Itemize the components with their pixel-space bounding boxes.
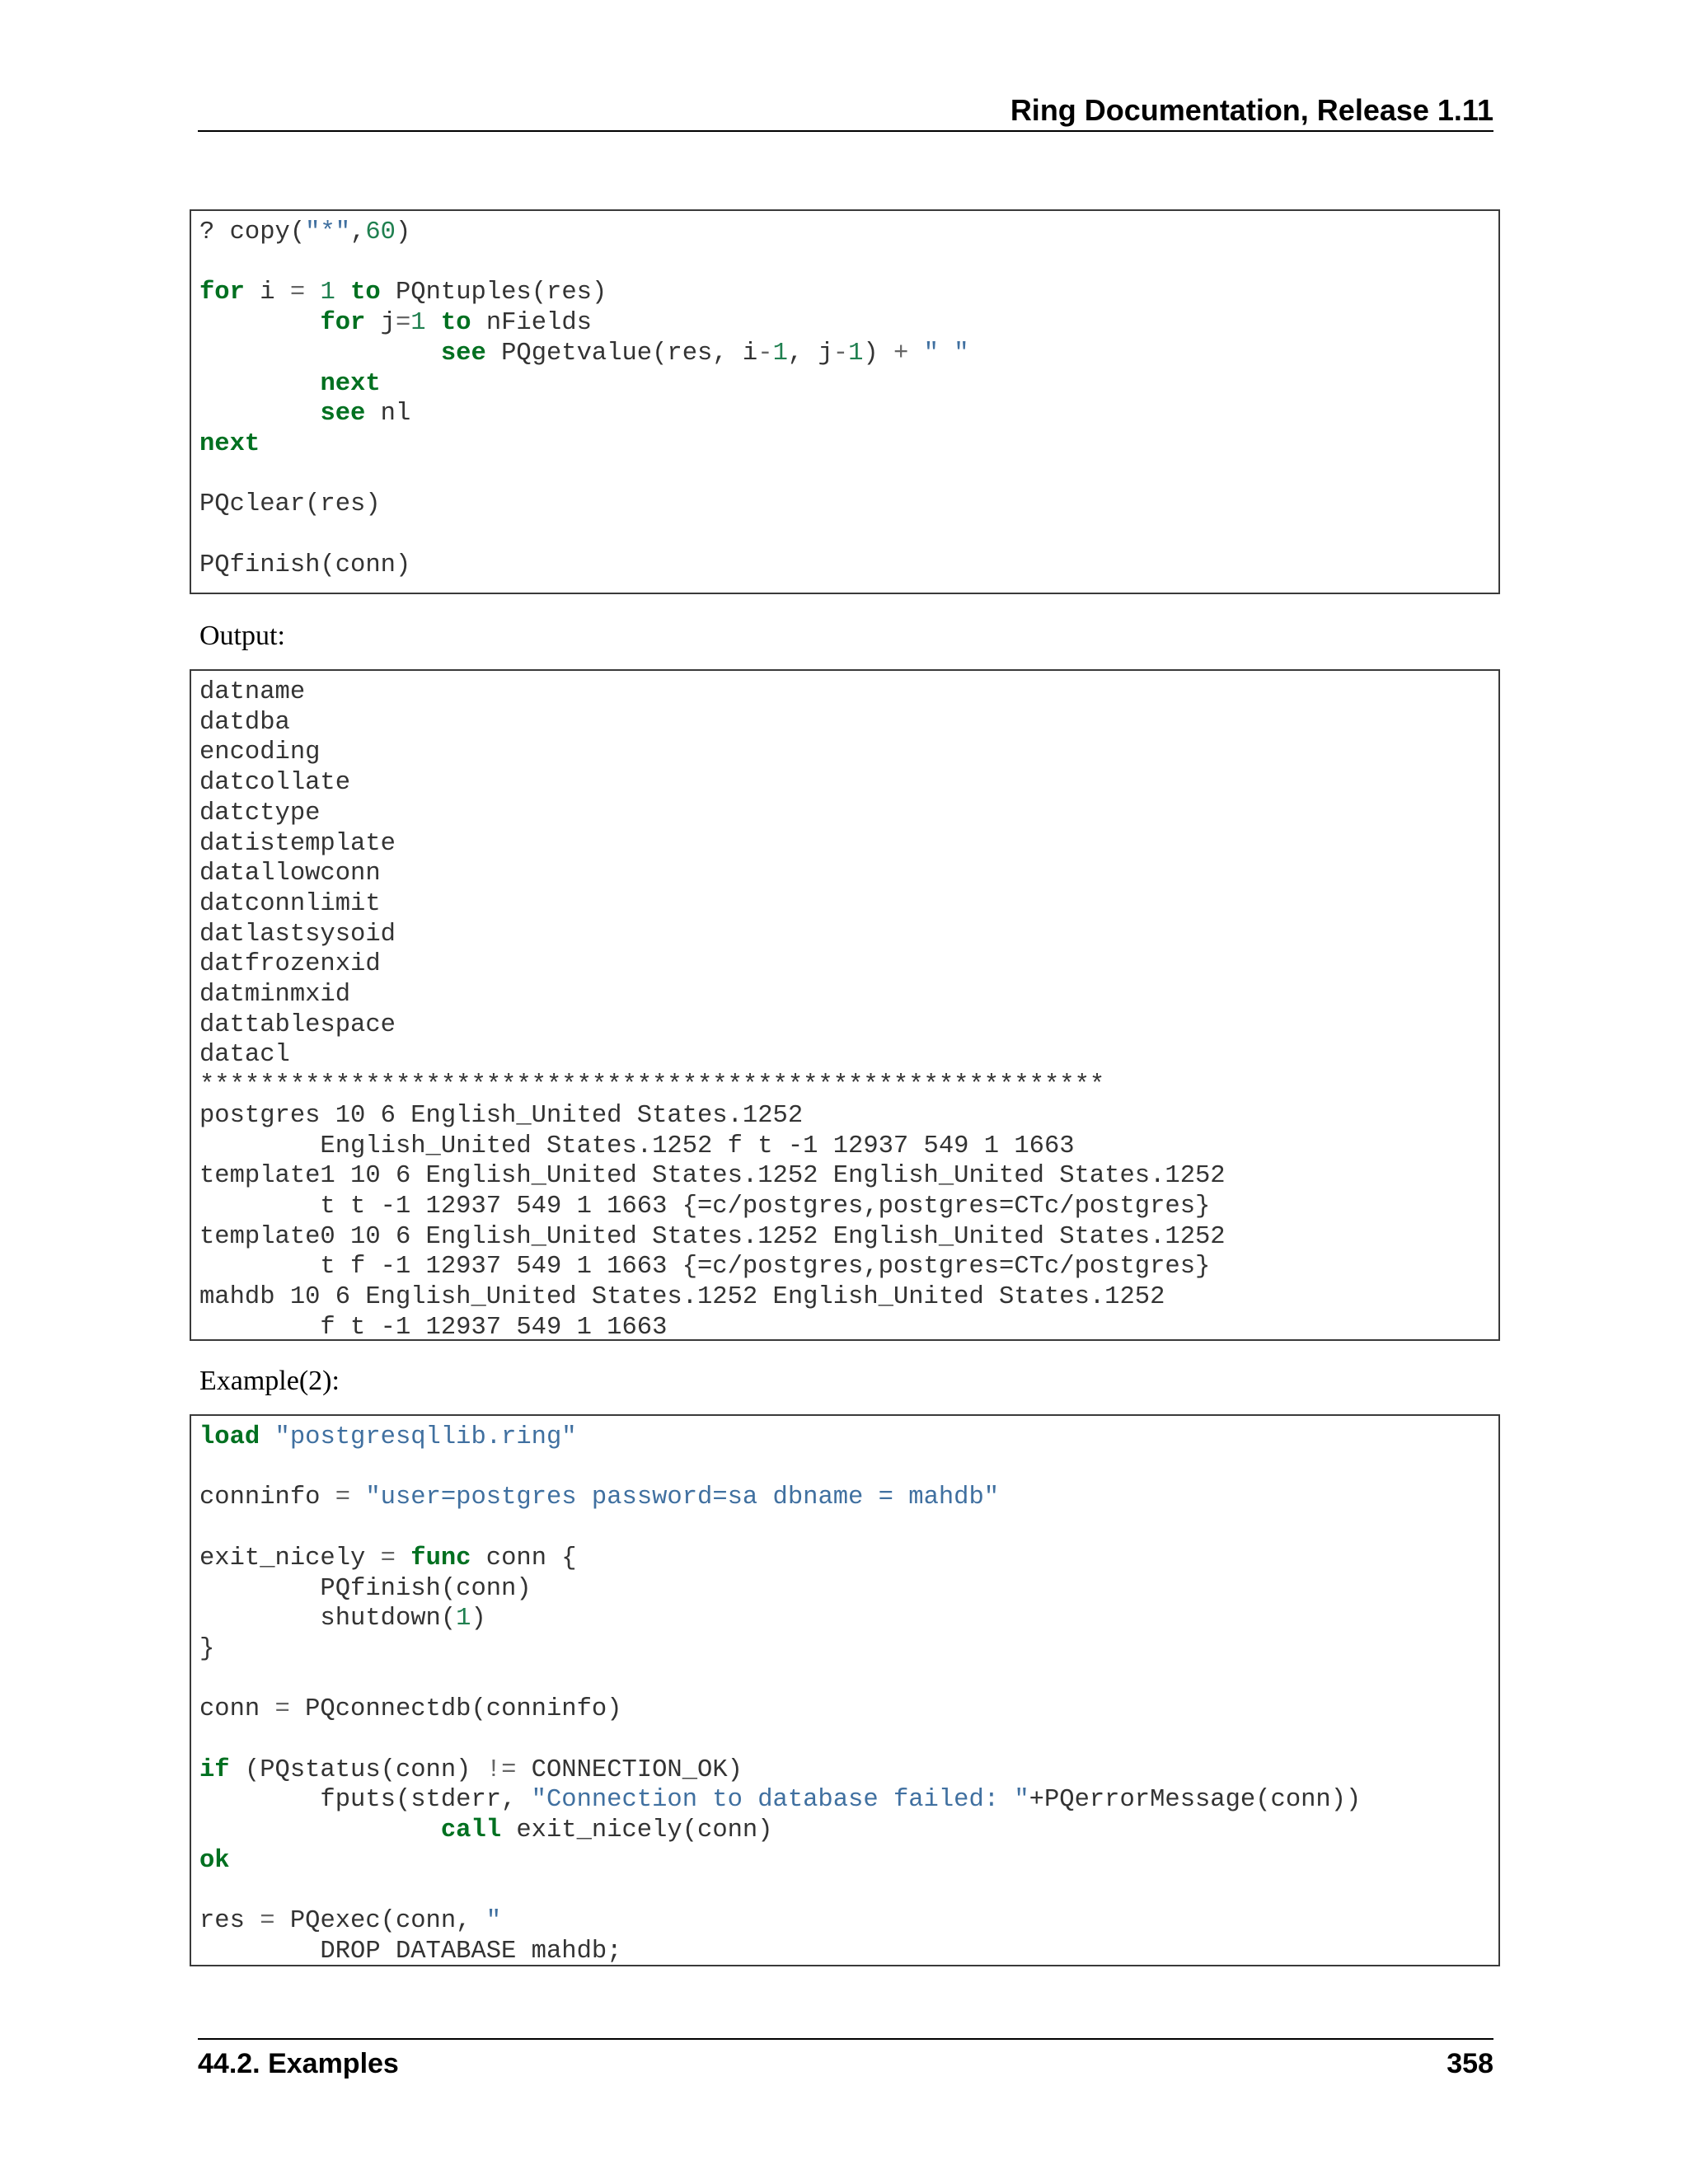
output-line: f t -1 12937 549 1 1663: [199, 1313, 668, 1342]
output-line: dattablespace: [199, 1010, 396, 1039]
code-line: [199, 1695, 622, 1723]
output-line: datname: [199, 678, 306, 706]
running-header: Ring Documentation, Release 1.11: [1010, 93, 1493, 127]
output-line: datacl: [199, 1041, 290, 1070]
code-block-example2: [190, 1414, 1500, 1966]
code-token: 1: [410, 309, 426, 338]
code-token: PQclear(res): [199, 490, 381, 519]
code-line: [199, 400, 410, 428]
code-token: next: [320, 369, 381, 398]
code-token: ,: [350, 218, 366, 246]
output-line: datfrozenxid: [199, 950, 381, 979]
output-line: datconnlimit: [199, 889, 381, 918]
code-token: [199, 1816, 441, 1844]
output-block: [190, 669, 1500, 1341]
code-token: j: [365, 309, 396, 338]
code-line: [199, 1423, 577, 1451]
code-token: ): [471, 1605, 486, 1633]
footer-section: 44.2. Examples: [198, 2048, 399, 2079]
output-line: datctype: [199, 799, 321, 827]
output-line: datistemplate: [199, 829, 396, 858]
code-token: to: [440, 309, 471, 338]
code-line: [199, 340, 969, 368]
code-line: [199, 1847, 230, 1875]
code-line: [199, 279, 607, 307]
code-token: ": [485, 1907, 502, 1936]
code-token: CONNECTION_OK): [516, 1755, 743, 1784]
code-token: =: [289, 279, 306, 307]
output-line: template1 10 6 English_United States.1252 English_United States.1252: [199, 1162, 1226, 1191]
code-token: [396, 1544, 410, 1572]
code-token: [199, 400, 320, 428]
footer-rule: [198, 2038, 1493, 2040]
code-token: "*": [305, 218, 351, 246]
code-token: conn {: [471, 1544, 577, 1572]
code-token: for: [320, 309, 366, 338]
code-token: nFields: [471, 309, 592, 338]
code-line: [199, 1544, 577, 1572]
code-token: =: [260, 1907, 275, 1936]
code-token: [305, 279, 320, 307]
code-token: " ": [923, 339, 969, 368]
code-line: [199, 370, 381, 398]
example2-label: Example(2):: [199, 1366, 340, 1396]
code-token: nl: [365, 400, 411, 429]
code-token: +: [893, 339, 909, 368]
code-line: [199, 1907, 501, 1935]
code-token: 1: [456, 1605, 471, 1633]
code-block-query-loop: [190, 209, 1500, 594]
code-token: =: [395, 309, 411, 338]
code-token: PQfinish(conn): [199, 1574, 532, 1603]
code-token: +PQerrorMessage(conn)): [1029, 1786, 1362, 1815]
output-line: datallowconn: [199, 860, 381, 888]
code-token: call: [440, 1816, 502, 1845]
code-line: [199, 1635, 214, 1663]
code-token: [335, 279, 350, 307]
code-token: conn: [199, 1695, 275, 1724]
output-line: English_United States.1252 f t -1 12937 549 1 1663: [199, 1132, 1075, 1160]
output-line: datminmxid: [199, 981, 351, 1010]
code-line: [199, 1786, 1361, 1814]
code-token: conninfo: [199, 1483, 335, 1512]
code-line: [199, 1575, 532, 1603]
code-token: "user=postgres password=sa dbname = mahdb": [365, 1483, 1000, 1512]
code-token: PQexec(conn,: [274, 1907, 486, 1936]
code-token: if: [199, 1755, 230, 1784]
code-token: see: [320, 400, 366, 429]
output-line: t f -1 12937 549 1 1663 {=c/postgres,postgres=CTc/postgres}: [199, 1253, 1211, 1282]
code-token: -: [757, 339, 773, 368]
code-line: [199, 309, 592, 337]
page-number: 358: [1447, 2048, 1493, 2079]
output-line: encoding: [199, 738, 321, 767]
output-line: mahdb 10 6 English_United States.1252 English_United States.1252: [199, 1283, 1165, 1312]
code-token: [426, 309, 441, 337]
code-token: 1: [848, 339, 864, 368]
code-token: DROP DATABASE mahdb;: [199, 1937, 622, 1966]
code-line: [199, 1605, 486, 1633]
code-token: -: [832, 339, 849, 368]
code-token: next: [199, 429, 260, 458]
output-line: template0 10 6 English_United States.1252 English_United States.1252: [199, 1222, 1226, 1251]
output-listing: [191, 671, 1498, 1343]
code-token: func: [410, 1544, 471, 1572]
code-token: "postgresqllib.ring": [274, 1423, 577, 1451]
output-line: t t -1 12937 549 1 1663 {=c/postgres,postgres=CTc/postgres}: [199, 1192, 1211, 1221]
code-listing: [191, 211, 1498, 580]
code-line: [199, 551, 410, 579]
code-token: 1: [772, 339, 788, 368]
code-token: ? copy(: [199, 218, 306, 246]
output-line: datdba: [199, 708, 290, 737]
code-line: [199, 1756, 743, 1784]
code-token: exit_nicely(conn): [501, 1816, 773, 1845]
code-token: PQfinish(conn): [199, 551, 411, 579]
code-token: for: [199, 279, 245, 307]
code-token: =: [274, 1695, 290, 1724]
code-token: "Connection to database failed: ": [531, 1786, 1029, 1815]
code-token: PQntuples(res): [380, 279, 607, 307]
code-token: see: [440, 339, 486, 368]
output-line: postgres 10 6 English_United States.1252: [199, 1101, 804, 1130]
code-line: [199, 430, 260, 458]
code-token: =: [380, 1544, 396, 1572]
code-token: }: [199, 1634, 215, 1663]
code-token: !=: [485, 1755, 517, 1784]
output-label: Output:: [199, 621, 285, 651]
code-token: 1: [320, 279, 335, 307]
code-token: fputs(stderr,: [199, 1786, 532, 1815]
code-token: [199, 309, 320, 337]
output-line: ************************************************************: [199, 1071, 1105, 1100]
code-line: [199, 1483, 999, 1511]
code-token: i: [244, 279, 290, 307]
code-token: ): [863, 339, 894, 368]
code-listing: [191, 1416, 1498, 1967]
code-token: (PQstatus(conn): [229, 1755, 486, 1784]
code-line: [199, 1816, 773, 1844]
code-line: [199, 218, 410, 246]
code-token: PQconnectdb(conninfo): [289, 1695, 622, 1724]
header-rule: [198, 130, 1493, 132]
code-token: ok: [199, 1846, 230, 1875]
code-line: [199, 1938, 621, 1966]
code-token: [199, 340, 441, 368]
code-token: 60: [365, 218, 396, 246]
code-token: =: [335, 1483, 351, 1512]
output-line: datlastsysoid: [199, 920, 396, 949]
code-token: ): [395, 218, 411, 246]
code-token: [908, 340, 923, 368]
code-token: PQgetvalue(res, i: [485, 339, 758, 368]
code-token: exit_nicely: [199, 1544, 381, 1572]
output-line: datcollate: [199, 769, 351, 798]
code-token: load: [199, 1423, 260, 1451]
code-token: res: [199, 1907, 260, 1936]
code-token: to: [350, 279, 381, 307]
code-token: [199, 370, 320, 398]
code-token: [260, 1423, 274, 1451]
code-line: [199, 490, 381, 518]
code-token: , j: [787, 339, 833, 368]
code-token: shutdown(: [199, 1605, 457, 1633]
code-token: [350, 1483, 365, 1511]
